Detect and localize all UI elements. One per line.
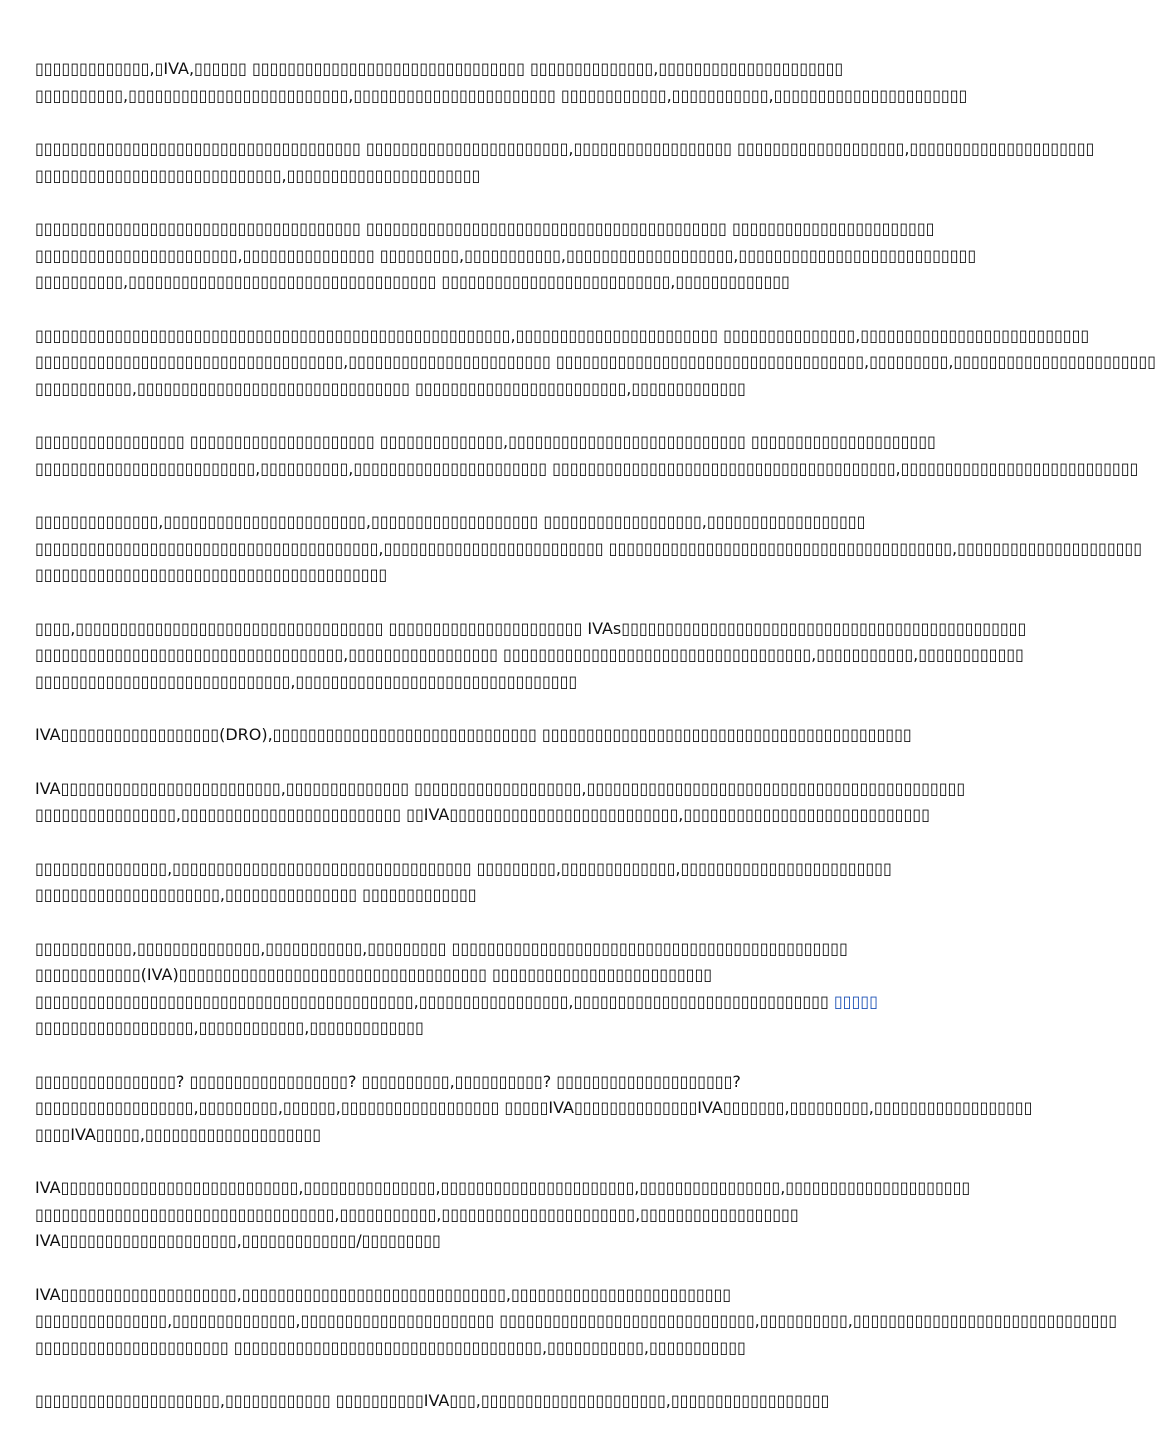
text-line: ▯▯▯▯▯▯▯▯▯▯▯▯▯▯,▯▯▯▯▯▯▯▯▯▯▯▯▯▯▯▯▯▯▯▯▯▯▯,▯▯▯▯▯▯▯▯▯▯▯▯▯▯▯▯▯▯▯ ▯▯▯▯▯▯▯▯▯▯▯▯▯▯▯▯▯▯,▯▯▯▯▯▯▯▯▯▯▯▯▯▯▯▯▯▯ — [35, 512, 866, 531]
paragraph-14 — [35, 1282, 1117, 1362]
paragraph-11 — [35, 936, 995, 1042]
paragraph-8 — [35, 722, 995, 749]
text-line: ▯▯▯▯▯▯▯▯▯▯▯▯▯▯▯▯▯▯▯▯▯▯▯▯▯▯▯▯▯▯▯▯▯▯▯▯▯ ▯▯▯▯▯▯▯▯▯▯▯▯▯▯▯▯▯▯▯▯▯▯▯,▯▯▯▯▯▯▯▯▯▯▯▯▯▯▯▯▯▯ ▯▯▯▯▯▯▯▯▯▯▯▯▯▯▯▯▯▯▯,▯▯▯▯▯▯▯▯▯▯▯▯▯▯▯▯▯▯▯▯▯ — [35, 139, 1095, 158]
text-line: ▯▯▯▯▯▯▯▯▯▯▯▯▯▯▯▯▯▯▯▯▯▯▯▯▯▯▯▯▯▯▯▯▯▯▯▯▯▯▯▯▯▯▯▯▯▯▯▯▯▯▯▯▯▯,▯▯▯▯▯▯▯▯▯▯▯▯▯▯▯▯▯▯▯▯▯▯▯ ▯▯▯▯▯▯▯▯▯▯▯▯▯▯▯,▯▯▯▯▯▯▯▯▯▯▯▯▯▯▯▯▯▯▯▯▯▯▯▯▯▯ — [35, 325, 1090, 345]
text-line: ▯▯▯▯▯▯▯▯▯▯▯▯▯,▯IVA,▯▯▯▯▯▯ ▯▯▯▯▯▯▯▯▯▯▯▯▯▯▯▯▯▯▯▯▯▯▯▯▯▯▯▯▯▯▯ ▯▯▯▯▯▯▯▯▯▯▯▯▯▯,▯▯▯▯▯▯▯▯▯▯▯▯▯▯▯▯▯▯▯▯▯ — [35, 59, 844, 78]
paragraph-2 — [35, 136, 1095, 189]
paragraph-5 — [35, 429, 1139, 482]
text-line: ▯▯▯▯▯▯▯▯▯▯▯▯▯▯▯▯▯▯▯▯▯▯▯,▯▯▯▯▯▯▯▯▯▯▯▯▯▯▯ ▯▯▯▯▯▯▯▯▯,▯▯▯▯▯▯▯▯▯▯▯,▯▯▯▯▯▯▯▯▯▯▯▯▯▯▯▯▯▯▯,▯▯▯▯▯▯▯▯▯▯▯▯▯▯▯▯▯▯▯▯▯▯▯▯▯▯▯ — [35, 245, 977, 265]
text-line: ▯▯▯▯▯▯▯▯▯▯▯▯▯▯▯▯▯▯▯▯▯▯▯▯▯,▯▯▯▯▯▯▯▯▯▯,▯▯▯▯▯▯▯▯▯▯▯▯▯▯▯▯▯▯▯▯▯▯ ▯▯▯▯▯▯▯▯▯▯▯▯▯▯▯▯▯▯▯▯▯▯▯▯▯▯▯▯▯▯▯▯▯▯▯▯▯▯▯,▯▯▯▯▯▯▯▯▯▯▯▯▯▯▯▯▯▯▯▯▯▯▯▯▯▯▯ — [35, 458, 1139, 478]
inline-link[interactable]: ▯▯▯▯▯ — [833, 991, 878, 1011]
text-line: ▯▯▯▯▯▯▯▯▯▯▯▯▯▯▯▯▯▯▯▯▯▯▯▯▯▯▯▯▯▯▯▯▯▯▯▯▯▯▯▯ — [35, 565, 388, 584]
paragraph-3 — [35, 216, 995, 296]
paragraph-12 — [35, 1069, 1033, 1149]
paragraph-7 — [35, 616, 1027, 696]
text-line: ▯▯▯▯▯▯▯▯▯▯▯▯▯▯▯▯▯▯▯▯▯▯▯▯▯▯▯▯▯,▯▯▯▯▯▯▯▯▯▯▯▯▯▯▯▯▯▯▯▯▯▯▯▯▯▯▯▯▯▯▯▯ — [35, 671, 578, 691]
text-line: ▯▯▯▯IVA▯▯▯▯▯,▯▯▯▯▯▯▯▯▯▯▯▯▯▯▯▯▯▯▯▯ — [35, 1124, 322, 1144]
text-line: ▯▯▯▯▯▯▯▯▯▯▯▯▯▯▯▯▯▯▯▯▯▯▯▯▯▯▯▯▯▯▯▯▯▯▯,▯▯▯▯▯▯▯▯▯▯▯▯▯▯▯▯▯▯▯▯▯▯▯ ▯▯▯▯▯▯▯▯▯▯▯▯▯▯▯▯▯▯▯▯▯▯▯▯▯▯▯▯▯▯▯▯▯▯▯,▯▯▯▯▯▯▯▯▯,▯▯▯▯▯▯▯▯▯▯▯▯▯▯▯▯▯▯▯▯▯▯▯ — [35, 352, 1156, 371]
paragraph-10 — [35, 856, 995, 909]
text-line: ▯▯▯▯▯▯▯▯▯▯▯▯▯▯▯▯▯▯▯▯▯▯▯▯▯▯▯▯▯▯▯▯▯▯▯,▯▯▯▯▯▯▯▯▯▯▯▯▯▯▯▯▯ ▯▯▯▯▯▯▯▯▯▯▯▯▯▯▯▯▯▯▯▯▯▯▯▯▯▯▯▯▯▯▯▯▯▯▯,▯▯▯▯▯▯▯▯▯▯▯,▯▯▯▯▯▯▯▯▯▯▯▯ — [35, 645, 1024, 664]
text-line: ▯▯▯▯▯▯▯▯▯▯▯▯▯▯▯▯▯▯▯▯▯▯ ▯▯▯▯▯▯▯▯▯▯▯▯▯▯▯▯▯▯▯▯▯▯▯▯▯▯▯▯▯▯▯▯▯▯▯,▯▯▯▯▯▯▯▯▯▯▯,▯▯▯▯▯▯▯▯▯▯▯ — [35, 1337, 746, 1357]
paragraph-1 — [35, 56, 995, 109]
paragraph-4 — [35, 323, 1156, 403]
text-line: ▯▯▯▯▯▯▯▯▯▯▯▯▯▯▯▯? ▯▯▯▯▯▯▯▯▯▯▯▯▯▯▯▯▯▯? ▯▯▯▯▯▯▯▯▯▯,▯▯▯▯▯▯▯▯▯▯? ▯▯▯▯▯▯▯▯▯▯▯▯▯▯▯▯▯▯▯▯? — [35, 1071, 741, 1091]
text-line: ▯▯▯▯▯▯▯▯▯▯,▯▯▯▯▯▯▯▯▯▯▯▯▯▯▯▯▯▯▯▯▯▯▯▯▯,▯▯▯▯▯▯▯▯▯▯▯▯▯▯▯▯▯▯▯▯▯▯▯ ▯▯▯▯▯▯▯▯▯▯▯▯,▯▯▯▯▯▯▯▯▯▯▯,▯▯▯▯▯▯▯▯▯▯▯▯▯▯▯▯▯▯▯▯▯▯ — [35, 85, 968, 105]
paragraph-15 — [35, 1388, 995, 1415]
document-body — [35, 56, 1156, 1442]
text-line: ▯▯▯▯▯▯▯▯▯▯▯,▯▯▯▯▯▯▯▯▯▯▯▯▯▯▯▯▯▯▯▯▯▯▯▯▯▯▯▯▯▯▯ ▯▯▯▯▯▯▯▯▯▯▯▯▯▯▯▯▯▯▯▯▯▯▯▯,▯▯▯▯▯▯▯▯▯▯▯▯▯ — [35, 378, 746, 398]
text-line: ▯▯▯▯▯▯▯▯▯▯,▯▯▯▯▯▯▯▯▯▯▯▯▯▯▯▯▯▯▯▯▯▯▯▯▯▯▯▯▯▯▯▯▯▯▯ ▯▯▯▯▯▯▯▯▯▯▯▯▯▯▯▯▯▯▯▯▯▯▯▯▯▯,▯▯▯▯▯▯▯▯▯▯▯▯▯ — [35, 272, 790, 291]
text-segment: ▯▯▯▯▯▯▯▯▯▯▯▯▯▯▯▯▯▯▯▯▯▯▯▯▯▯▯▯▯▯▯▯▯▯▯▯▯▯▯▯▯▯▯,▯▯▯▯▯▯▯▯▯▯▯▯▯▯▯▯▯,▯▯▯▯▯▯▯▯▯▯▯▯▯▯▯▯▯▯▯▯▯▯▯▯▯▯▯▯▯ — [35, 991, 834, 1011]
text-line: ▯▯▯▯▯▯▯▯▯▯▯▯▯▯▯▯▯▯▯▯▯▯▯▯▯▯▯▯▯▯▯▯▯▯,▯▯▯▯▯▯▯▯▯▯▯,▯▯▯▯▯▯▯▯▯▯▯▯▯▯▯▯▯▯▯▯▯▯,▯▯▯▯▯▯▯▯▯▯▯▯▯▯▯▯▯▯ — [35, 1204, 799, 1224]
text-line: IVA▯▯▯▯▯▯▯▯▯▯▯▯▯▯▯▯▯▯▯▯▯▯▯▯▯,▯▯▯▯▯▯▯▯▯▯▯▯▯▯ ▯▯▯▯▯▯▯▯▯▯▯▯▯▯▯▯▯▯▯,▯▯▯▯▯▯▯▯▯▯▯▯▯▯▯▯▯▯▯▯▯▯▯▯▯▯▯▯▯▯▯▯▯▯▯▯▯▯▯▯▯▯▯ — [35, 778, 966, 798]
text-line: ▯▯▯▯▯▯▯▯▯▯▯▯▯▯▯,▯▯▯▯▯▯▯▯▯▯▯▯▯▯,▯▯▯▯▯▯▯▯▯▯▯▯▯▯▯▯▯▯▯▯▯▯ ▯▯▯▯▯▯▯▯▯▯▯▯▯▯▯▯▯▯▯▯▯▯▯▯▯▯▯▯▯,▯▯▯▯▯▯▯▯▯▯,▯▯▯▯▯▯▯▯▯▯▯▯▯▯▯▯▯▯▯▯▯▯▯▯▯▯▯▯▯▯ — [35, 1311, 1117, 1330]
text-line: ▯▯▯▯▯▯▯▯▯▯▯▯▯▯▯,▯▯▯▯▯▯▯▯▯▯▯▯▯▯▯▯▯▯▯▯▯▯▯▯▯▯▯▯▯▯▯▯▯▯ ▯▯▯▯▯▯▯▯▯,▯▯▯▯▯▯▯▯▯▯▯▯▯,▯▯▯▯▯▯▯▯▯▯▯▯▯▯▯▯▯▯▯▯▯▯▯▯ — [35, 858, 892, 878]
text-line: IVA▯▯▯▯▯▯▯▯▯▯▯▯▯▯▯▯▯▯▯▯▯▯▯▯▯▯▯,▯▯▯▯▯▯▯▯▯▯▯▯▯▯▯,▯▯▯▯▯▯▯▯▯▯▯▯▯▯▯▯▯▯▯▯▯▯,▯▯▯▯▯▯▯▯▯▯▯▯▯▯▯▯,▯▯▯▯▯▯▯▯▯▯▯▯▯▯▯▯▯▯▯▯▯ — [35, 1178, 971, 1197]
text-line: ▯▯▯▯▯▯▯▯▯▯▯▯▯▯▯▯,▯▯▯▯▯▯▯▯▯▯▯▯▯▯▯▯▯▯▯▯▯▯▯▯▯ ▯▯IVA▯▯▯▯▯▯▯▯▯▯▯▯▯▯▯▯▯▯▯▯▯▯▯▯▯▯,▯▯▯▯▯▯▯▯▯▯▯▯▯▯▯▯▯▯▯▯▯▯▯▯▯▯▯▯ — [35, 805, 930, 824]
text-line: IVA▯▯▯▯▯▯▯▯▯▯▯▯▯▯▯▯▯▯▯▯,▯▯▯▯▯▯▯▯▯▯▯▯▯/▯▯▯▯▯▯▯▯▯ — [35, 1231, 441, 1250]
text-line: ▯▯▯▯▯▯▯▯▯▯▯▯▯▯▯▯▯▯▯▯▯,▯▯▯▯▯▯▯▯▯▯▯▯▯▯▯ ▯▯▯▯▯▯▯▯▯▯▯▯▯ — [35, 885, 477, 904]
text-line: IVA▯▯▯▯▯▯▯▯▯▯▯▯▯▯▯▯▯▯▯▯,▯▯▯▯▯▯▯▯▯▯▯▯▯▯▯▯▯▯▯▯▯▯▯▯▯▯▯▯▯▯,▯▯▯▯▯▯▯▯▯▯▯▯▯▯▯▯▯▯▯▯▯▯▯▯▯ — [35, 1284, 732, 1304]
text-line: ▯▯▯▯▯▯▯▯▯▯▯▯▯▯▯▯▯▯,▯▯▯▯▯▯▯▯▯,▯▯▯▯▯▯,▯▯▯▯▯▯▯▯▯▯▯▯▯▯▯▯▯▯ ▯▯▯▯▯IVA▯▯▯▯▯▯▯▯▯▯▯▯▯▯IVA▯▯▯▯▯▯▯,▯▯▯▯▯▯▯▯▯,▯▯▯▯▯▯▯▯▯▯▯▯▯▯▯▯▯▯ — [35, 1098, 1033, 1117]
text-line: ▯▯▯▯▯▯▯▯▯▯▯,▯▯▯▯▯▯▯▯▯▯▯▯▯▯,▯▯▯▯▯▯▯▯▯▯▯,▯▯▯▯▯▯▯▯▯ ▯▯▯▯▯▯▯▯▯▯▯▯▯▯▯▯▯▯▯▯▯▯▯▯▯▯▯▯▯▯▯▯▯▯▯▯▯▯▯▯▯▯▯▯▯ — [35, 938, 848, 958]
text-line: ▯▯▯▯▯▯▯▯▯▯▯▯▯▯▯▯▯▯▯▯▯▯▯▯▯▯▯▯,▯▯▯▯▯▯▯▯▯▯▯▯▯▯▯▯▯▯▯▯▯▯ — [35, 165, 481, 185]
text-line: IVA▯▯▯▯▯▯▯▯▯▯▯▯▯▯▯▯▯▯(DRO),▯▯▯▯▯▯▯▯▯▯▯▯▯▯▯▯▯▯▯▯▯▯▯▯▯▯▯▯▯▯ ▯▯▯▯▯▯▯▯▯▯▯▯▯▯▯▯▯▯▯▯▯▯▯▯▯▯▯▯▯▯▯▯▯▯▯▯▯▯▯▯▯▯ — [35, 725, 912, 744]
text-line: ▯▯▯▯▯▯▯▯▯▯▯▯▯▯▯▯▯ ▯▯▯▯▯▯▯▯▯▯▯▯▯▯▯▯▯▯▯▯▯ ▯▯▯▯▯▯▯▯▯▯▯▯▯▯,▯▯▯▯▯▯▯▯▯▯▯▯▯▯▯▯▯▯▯▯▯▯▯▯▯▯▯ ▯▯▯▯▯▯▯▯▯▯▯▯▯▯▯▯▯▯▯▯▯ — [35, 432, 936, 451]
paragraph-13 — [35, 1175, 995, 1255]
text-line: ▯▯▯▯▯▯▯▯▯▯▯▯▯▯▯▯▯▯,▯▯▯▯▯▯▯▯▯▯▯▯,▯▯▯▯▯▯▯▯▯▯▯▯▯ — [35, 1018, 424, 1037]
text-line: ▯▯▯▯▯▯▯▯▯▯▯▯▯▯▯▯▯▯▯▯▯,▯▯▯▯▯▯▯▯▯▯▯▯ ▯▯▯▯▯▯▯▯▯▯IVA▯▯▯,▯▯▯▯▯▯▯▯▯▯▯▯▯▯▯▯▯▯▯▯▯,▯▯▯▯▯▯▯▯▯▯▯▯▯▯▯▯▯▯ — [35, 1391, 830, 1410]
text-line: ▯▯▯▯,▯▯▯▯▯▯▯▯▯▯▯▯▯▯▯▯▯▯▯▯▯▯▯▯▯▯▯▯▯▯▯▯▯▯▯ ▯▯▯▯▯▯▯▯▯▯▯▯▯▯▯▯▯▯▯▯▯▯ IVAs▯▯▯▯▯▯▯▯▯▯▯▯▯▯▯▯▯▯▯▯▯▯▯▯▯▯▯▯▯▯▯▯▯▯▯▯▯▯▯▯▯▯▯▯▯▯ — [35, 618, 1027, 638]
text-line: ▯▯▯▯▯▯▯▯▯▯▯▯▯▯▯▯▯▯▯▯▯▯▯▯▯▯▯▯▯▯▯▯▯▯▯▯▯▯▯,▯▯▯▯▯▯▯▯▯▯▯▯▯▯▯▯▯▯▯▯▯▯▯▯▯ ▯▯▯▯▯▯▯▯▯▯▯▯▯▯▯▯▯▯▯▯▯▯▯▯▯▯▯▯▯▯▯▯▯▯▯▯▯▯▯,▯▯▯▯▯▯▯▯▯▯▯▯▯▯▯▯▯▯▯▯▯ — [35, 538, 1143, 558]
text-line-with-link — [35, 989, 995, 1016]
paragraph-9 — [35, 776, 995, 829]
text-line: ▯▯▯▯▯▯▯▯▯▯▯▯▯▯▯▯▯▯▯▯▯▯▯▯▯▯▯▯▯▯▯▯▯▯▯▯▯ ▯▯▯▯▯▯▯▯▯▯▯▯▯▯▯▯▯▯▯▯▯▯▯▯▯▯▯▯▯▯▯▯▯▯▯▯▯▯▯▯▯ ▯▯▯▯▯▯▯▯▯▯▯▯▯▯▯▯▯▯▯▯▯▯▯ — [35, 219, 935, 238]
paragraph-6 — [35, 509, 1143, 589]
text-line: ▯▯▯▯▯▯▯▯▯▯▯▯(IVA)▯▯▯▯▯▯▯▯▯▯▯▯▯▯▯▯▯▯▯▯▯▯▯▯▯▯▯▯▯▯▯▯▯▯▯ ▯▯▯▯▯▯▯▯▯▯▯▯▯▯▯▯▯▯▯▯▯▯▯▯▯ — [35, 965, 713, 984]
